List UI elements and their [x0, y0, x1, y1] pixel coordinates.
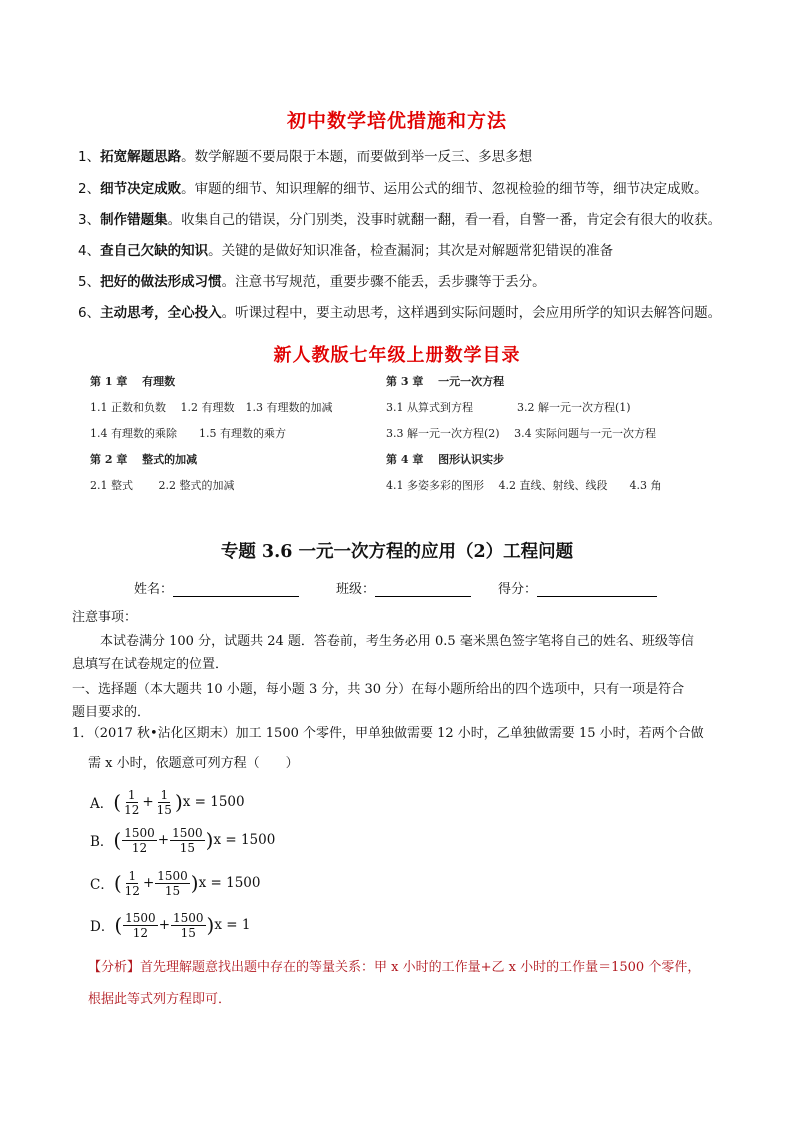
- tip-item: [78, 211, 721, 229]
- section-heading: 一、选择题（本大题共 10 小题，每小题 3 分，共 30 分）在每小题所给出的四个选项中，只有一项是符合: [72, 682, 685, 697]
- toc-chapter-2-row: 2.1 整式 2.2 整式的加减: [90, 479, 235, 492]
- numerator: 1: [160, 787, 169, 802]
- toc-chapter-3-heading: 第 3 章 一元一次方程: [386, 375, 505, 388]
- plus-sign: +: [142, 794, 154, 810]
- denominator: 15: [164, 883, 181, 898]
- numerator: 1500: [172, 825, 203, 840]
- numerator: 1: [127, 787, 136, 802]
- paren-close: ): [206, 913, 215, 937]
- toc-title: 新人教版七年级上册数学目录: [273, 345, 521, 366]
- score-field[interactable]: [498, 578, 657, 597]
- fraction: [122, 788, 141, 817]
- paren-close: ): [205, 828, 214, 852]
- paren-close: ): [190, 871, 199, 895]
- option-label: A．: [90, 796, 114, 812]
- notice-label: 注意事项：: [72, 610, 138, 625]
- denominator: 12: [124, 883, 140, 898]
- option-c[interactable]: [90, 866, 260, 900]
- toc-chapter-2-heading: 第 2 章 整式的加减: [90, 453, 198, 466]
- denominator: 12: [124, 802, 140, 817]
- tip-item: [78, 148, 532, 166]
- equation-rhs: x = 1: [214, 917, 251, 933]
- fraction: [171, 911, 206, 940]
- fraction: [122, 826, 157, 855]
- name-blank[interactable]: [173, 582, 299, 597]
- paren-open: (: [113, 790, 122, 814]
- toc-chapter-4-row: 4.1 多姿多彩的图形 4.2 直线、射线、线段 4.3 角: [386, 479, 662, 492]
- toc-chapter-1-row: 1.4 有理数的乘除 1.5 有理数的乘方: [90, 427, 286, 440]
- tip-item: [78, 242, 613, 260]
- score-blank[interactable]: [537, 582, 657, 597]
- numerator: 1500: [157, 868, 188, 883]
- toc-chapter-1-row: 1.1 正数和负数 1.2 有理数 1.3 有理数的加减: [90, 401, 333, 414]
- notice-line: 息填写在试卷规定的位置．: [72, 657, 229, 672]
- tip-item: [78, 273, 546, 291]
- fraction: [155, 869, 190, 898]
- option-label: B．: [90, 834, 114, 850]
- option-b[interactable]: [90, 823, 275, 857]
- tip-keyword: 制作错题集: [100, 212, 168, 228]
- tip-text: 。注意书写规范，重要步骤不能丢，丢步骤等于丢分。: [221, 274, 546, 290]
- tip-text: 。数学解题不要局限于本题，而要做到举一反三、多思多想: [181, 149, 533, 165]
- tip-keyword: 拓宽解题思路: [100, 149, 182, 165]
- tip-item: [78, 304, 721, 322]
- tip-text: 。关键的是做好知识准备，检查漏洞；其次是对解题常犯错误的准备: [208, 243, 614, 259]
- option-label: C．: [90, 877, 114, 893]
- equation-rhs: x = 1500: [182, 794, 245, 810]
- question-1-stem: 1．（2017 秋•沾化区期末）加工 1500 个零件，甲单独做需要 12 小时，乙单独做需要 15 小时，若两个合做: [72, 726, 704, 741]
- toc-chapter-3-row: 3.3 解一元一次方程(2) 3.4 实际问题与一元一次方程: [386, 427, 657, 440]
- toc-chapter-3-row: 3.1 从算式到方程 3.2 解一元一次方程(1): [386, 401, 631, 414]
- tip-text: 。收集自己的错误，分门别类，没事时就翻一翻，看一看，自警一番，肯定会有很大的收获。: [167, 212, 722, 228]
- plus-sign: +: [142, 875, 155, 891]
- denominator: 15: [156, 802, 172, 817]
- tip-item: [78, 180, 708, 198]
- class-field[interactable]: [336, 578, 471, 597]
- option-label: D．: [90, 919, 115, 935]
- tips-title: 初中数学培优措施和方法: [286, 110, 507, 132]
- denominator: 12: [131, 840, 148, 855]
- numerator: 1500: [125, 910, 156, 925]
- equation-rhs: x = 1500: [213, 832, 276, 848]
- tip-number: 5、: [78, 274, 101, 290]
- tip-number: 3、: [78, 212, 101, 228]
- fraction: [170, 826, 205, 855]
- exam-title: 专题 3.6 一元一次方程的应用（2）工程问题: [220, 542, 574, 562]
- paren-open: (: [113, 828, 122, 852]
- class-label: 班级：: [336, 582, 376, 597]
- tip-number: 6、: [78, 305, 101, 321]
- analysis-tag: 【分析】: [88, 960, 141, 975]
- tip-number: 1、: [78, 149, 101, 165]
- tip-keyword: 查自己欠缺的知识: [100, 243, 209, 259]
- plus-sign: +: [157, 832, 170, 848]
- denominator: 15: [180, 925, 196, 940]
- name-label: 姓名：: [134, 582, 174, 597]
- numerator: 1500: [173, 910, 204, 925]
- fraction: [155, 788, 174, 817]
- analysis-line: [88, 956, 700, 975]
- tip-text: 。审题的细节、知识理解的细节、运用公式的细节、忽视检验的细节等，细节决定成败。: [181, 181, 708, 197]
- score-label: 得分：: [498, 582, 538, 597]
- tip-text: 。听课过程中，要主动思考，这样遇到实际问题时，会应用所学的知识去解答问题。: [221, 305, 722, 321]
- analysis-line: 根据此等式列方程即可．: [88, 992, 232, 1007]
- numerator: 1: [128, 868, 137, 883]
- toc-chapter-1-heading: 第 1 章 有理数: [90, 375, 176, 388]
- tip-keyword: 把好的做法形成习惯: [100, 274, 222, 290]
- paren-open: (: [114, 913, 123, 937]
- plus-sign: +: [158, 917, 170, 933]
- denominator: 12: [132, 925, 149, 940]
- name-field[interactable]: [134, 578, 299, 597]
- fraction: [123, 911, 158, 940]
- class-blank[interactable]: [375, 582, 471, 597]
- option-a[interactable]: [90, 785, 245, 819]
- toc-chapter-4-heading: 第 4 章 图形认识实步: [386, 453, 505, 466]
- section-heading: 题目要求的．: [72, 705, 151, 720]
- denominator: 15: [179, 840, 195, 855]
- paren-open: (: [113, 871, 122, 895]
- tip-keyword: 主动思考，全心投入: [100, 305, 222, 321]
- numerator: 1500: [124, 825, 155, 840]
- question-1-stem: 需 x 小时，依题意可列方程（ ）: [88, 756, 299, 771]
- option-d[interactable]: [90, 908, 250, 942]
- fraction: [123, 869, 142, 898]
- equation-rhs: x = 1500: [198, 875, 261, 891]
- tip-number: 4、: [78, 243, 101, 259]
- analysis-text: 首先理解题意找出题中存在的等量关系：甲 x 小时的工作量+乙 x 小时的工作量＝1500 个零件，: [140, 960, 701, 975]
- tip-keyword: 细节决定成败: [100, 181, 182, 197]
- paren-close: ): [174, 790, 183, 814]
- tip-number: 2、: [78, 181, 101, 197]
- notice-line: 本试卷满分 100 分，试题共 24 题．答卷前，考生务必用 0.5 毫米黑色签字笔将自己的姓名、班级等信: [100, 634, 694, 649]
